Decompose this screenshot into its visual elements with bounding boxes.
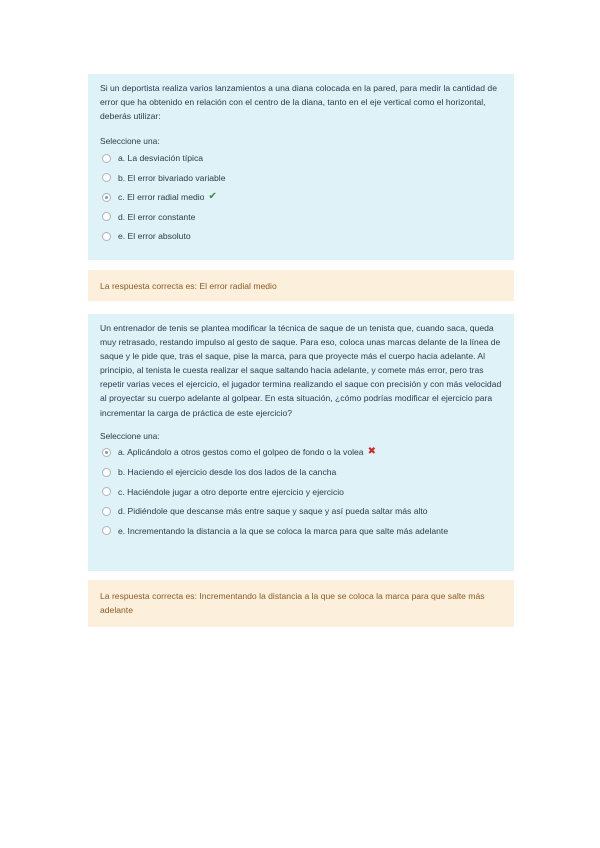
option-label: c. El error radial medio <box>118 192 205 203</box>
question-1-feedback: La respuesta correcta es: El error radial medio <box>88 270 514 301</box>
question-2-option-d[interactable] <box>102 501 502 521</box>
question-1-option-b[interactable] <box>102 168 502 188</box>
option-label: a. Aplicándolo a otros gestos como el golpeo de fondo o la volea <box>118 447 364 458</box>
radio-button[interactable] <box>102 526 111 535</box>
question-2-option-a[interactable] <box>102 443 502 463</box>
radio-button[interactable] <box>102 507 111 516</box>
question-2-card <box>88 314 514 571</box>
radio-button-selected[interactable] <box>102 448 111 457</box>
question-2-text: Un entrenador de tenis se plantea modificar la técnica de saque de un tenista que, cuando saca, queda muy retrasado, restando impulso al gesto de saque. Para eso, coloca unas marcas delante de la línea de saque y le pide que, tras el saque, pise la marca, para que proyecte más el cuerpo hacia adelante. Al principio, al tenista le cuesta realizar el saque saltando hacia adelante, y comete más error, pero tras repetir varias veces el ejercicio, el jugador termina realizando el saque con precisión y con más velocidad al proyectar su cuerpo adelante al golpear. En esta situación, ¿cómo podrías modificar el ejercicio para incrementar la carga de práctica de este ejercicio? <box>100 323 502 418</box>
option-label: c. Haciéndole jugar a otro deporte entre ejercicio y ejercicio <box>118 486 344 497</box>
question-1-text: Si un deportista realiza varios lanzamientos a una diana colocada en la pared, para medir la cantidad de error que ha obtenido en relación con el centro de la diana, tanto en el eje vertical como el horizontal, deberás utilizar: <box>100 83 497 122</box>
option-label: e. Incrementando la distancia a la que se coloca la marca para que salte más adelante <box>118 525 449 536</box>
option-label: d. El error constante <box>118 211 196 222</box>
option-label: b. El error bivariado variable <box>118 172 226 183</box>
question-1-option-d[interactable] <box>102 207 502 227</box>
cross-icon: ✖ <box>367 446 376 458</box>
option-label: a. La desviación típica <box>118 153 204 164</box>
option-label: d. Pidiéndole que descanse más entre saque y saque y así pueda saltar más alto <box>118 506 428 517</box>
checkmark-icon: ✔ <box>208 191 217 203</box>
radio-button[interactable] <box>102 173 111 182</box>
question-2-feedback: La respuesta correcta es: Incrementando la distancia a la que se coloca la marca para que salte más adelante <box>88 580 514 627</box>
question-2-prompt: Seleccione una: <box>100 430 160 441</box>
radio-button-selected[interactable] <box>102 193 111 202</box>
option-label: b. Haciendo el ejercicio desde los dos lados de la cancha <box>118 467 337 478</box>
question-2-option-e[interactable] <box>102 521 502 541</box>
radio-button[interactable] <box>102 154 111 163</box>
radio-button[interactable] <box>102 212 111 221</box>
option-label: e. El error absoluto <box>118 231 191 242</box>
question-1-option-e[interactable] <box>102 227 502 247</box>
question-1-prompt: Seleccione una: <box>100 136 160 147</box>
radio-button[interactable] <box>102 232 111 241</box>
question-1-card <box>88 74 514 260</box>
question-2-option-c[interactable] <box>102 482 502 502</box>
question-1-option-a[interactable] <box>102 148 502 168</box>
question-1-option-c[interactable] <box>102 187 502 207</box>
radio-button[interactable] <box>102 468 111 477</box>
radio-button[interactable] <box>102 487 111 496</box>
question-2-option-b[interactable] <box>102 462 502 482</box>
